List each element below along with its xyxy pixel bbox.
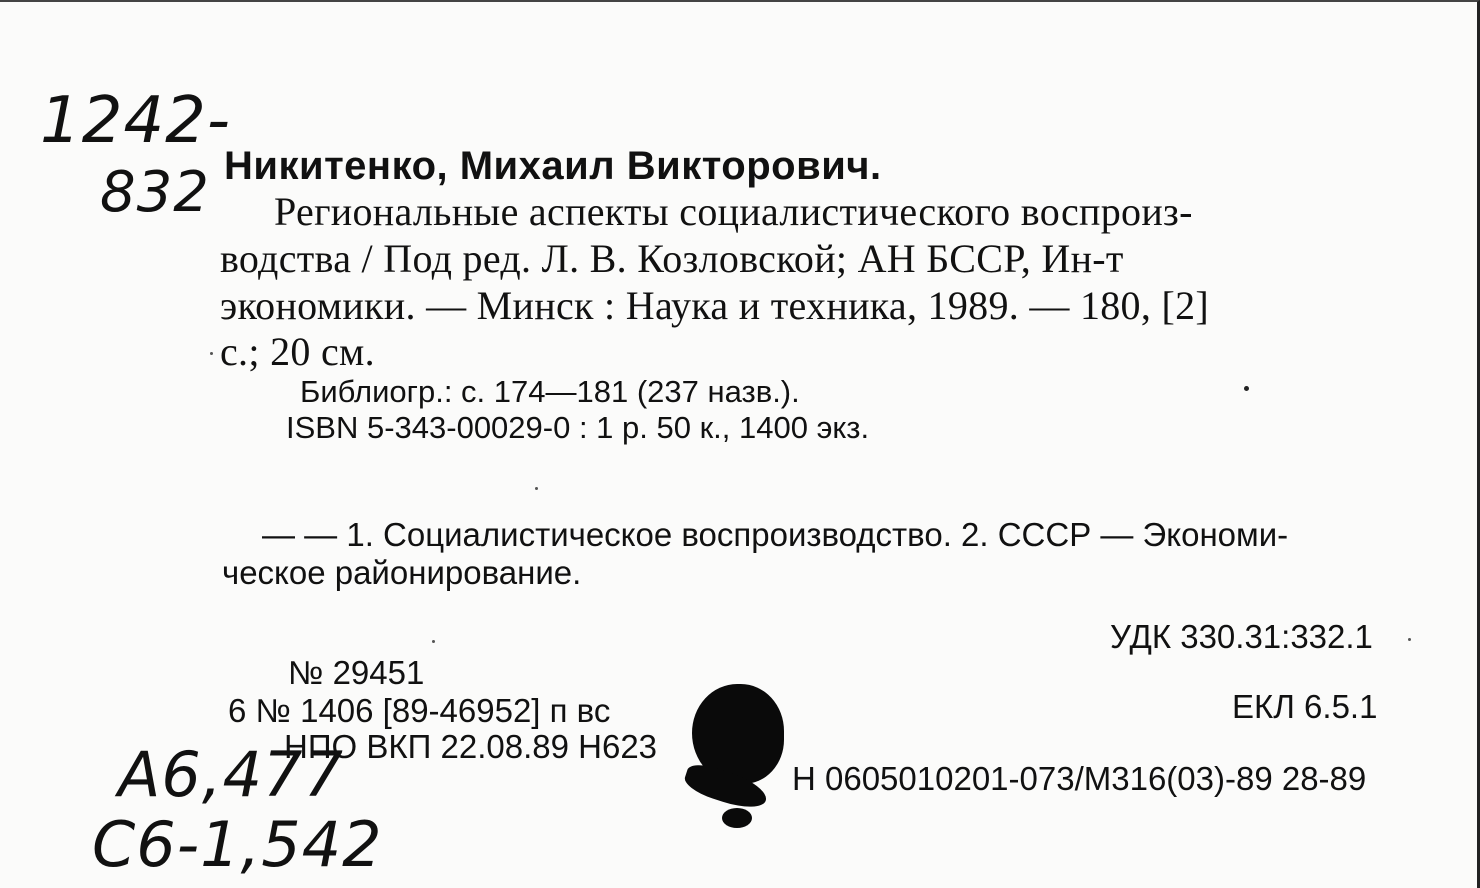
handwritten-call-number-line2: 832 xyxy=(100,160,210,225)
handwritten-inventory-line1: A6,477 xyxy=(118,738,344,811)
title-line-1: Региональные аспекты социалистического воспроиз- xyxy=(274,189,1193,234)
bibliography-note: Библиогр.: с. 174—181 (237 назв.). xyxy=(300,374,800,409)
ekl-code: ЕКЛ 6.5.1 xyxy=(1232,688,1378,725)
title-line-2: водства / Под ред. Л. В. Козловской; АН БССР, Ин-т xyxy=(220,236,1124,281)
author-heading: Никитенко, Михаил Викторович. xyxy=(224,144,882,188)
handwritten-call-number-line1: 1242- xyxy=(40,84,231,158)
paper-speck xyxy=(1244,386,1249,391)
title-line-3: экономики. — Минск : Наука и техника, 1989. — 180, [2] xyxy=(220,283,1209,328)
npo-stamp: НПО ВКП 22.08.89 Н623 xyxy=(284,728,658,765)
handwritten-inventory-line2: C6-1,542 xyxy=(92,808,383,881)
paper-speck xyxy=(535,487,538,490)
udk-code: УДК 330.31:332.1 xyxy=(1110,618,1373,655)
title-line-4: с.; 20 см. xyxy=(220,329,375,374)
card-number: № 29451 xyxy=(288,654,425,691)
paper-speck xyxy=(210,352,213,355)
paper-speck xyxy=(1408,638,1411,641)
publication-code: Н 0605010201-073/М316(03)-89 28-89 xyxy=(792,760,1367,797)
ink-blot-drop xyxy=(722,808,752,828)
subjects-line-1: — — 1. Социалистическое воспроизводство. 2. СССР — Экономи- xyxy=(262,516,1289,553)
isbn-line: ISBN 5-343-00029-0 : 1 р. 50 к., 1400 экз. xyxy=(286,410,870,445)
subjects-line-2: ческое районирование. xyxy=(222,554,582,591)
print-order: 6 № 1406 [89-46952] п вс xyxy=(228,692,611,729)
paper-speck xyxy=(432,640,435,643)
